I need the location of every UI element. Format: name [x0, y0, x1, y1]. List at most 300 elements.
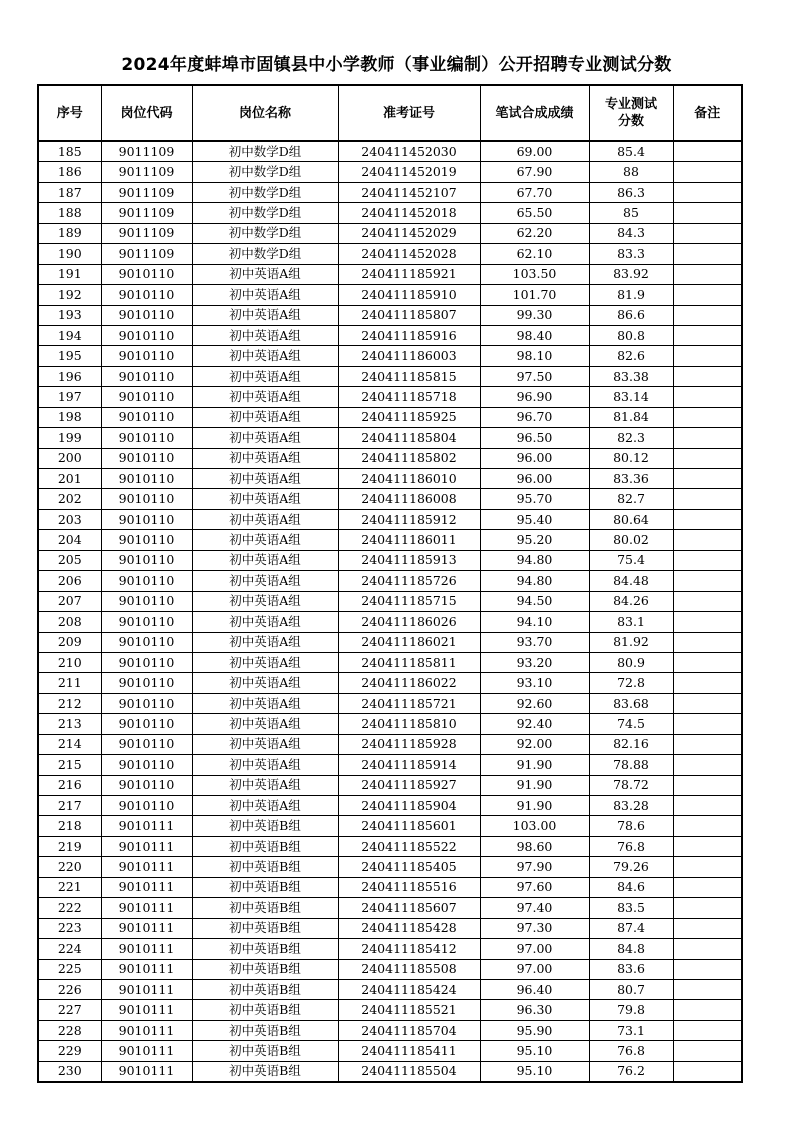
- cell-post-code: 9010110: [101, 775, 192, 795]
- cell-post-name: 初中数学D组: [192, 203, 338, 223]
- cell-exam-id: 240411186011: [338, 530, 480, 550]
- cell-written-score: 94.10: [480, 612, 589, 632]
- cell-index: 200: [38, 448, 101, 468]
- cell-post-code: 9010110: [101, 591, 192, 611]
- cell-index: 195: [38, 346, 101, 366]
- cell-written-score: 67.70: [480, 182, 589, 202]
- cell-post-name: 初中数学D组: [192, 244, 338, 264]
- cell-exam-id: 240411185802: [338, 448, 480, 468]
- cell-test-score: 82.16: [589, 734, 673, 754]
- cell-test-score: 83.28: [589, 796, 673, 816]
- cell-test-score: 79.26: [589, 857, 673, 877]
- table-row: [38, 285, 742, 305]
- cell-post-code: 9011109: [101, 244, 192, 264]
- cell-exam-id: 240411185405: [338, 857, 480, 877]
- cell-post-code: 9010111: [101, 1020, 192, 1040]
- table-row: [38, 673, 742, 693]
- cell-test-score: 80.7: [589, 979, 673, 999]
- cell-post-code: 9010111: [101, 898, 192, 918]
- table-row: [38, 305, 742, 325]
- cell-post-code: 9010110: [101, 550, 192, 570]
- cell-remarks: [673, 346, 742, 366]
- cell-exam-id: 240411185811: [338, 652, 480, 672]
- cell-post-name: 初中英语A组: [192, 305, 338, 325]
- cell-post-code: 9011109: [101, 203, 192, 223]
- cell-exam-id: 240411186010: [338, 469, 480, 489]
- cell-written-score: 95.10: [480, 1061, 589, 1082]
- cell-post-name: 初中英语A组: [192, 264, 338, 284]
- cell-exam-id: 240411185412: [338, 939, 480, 959]
- cell-post-code: 9010110: [101, 673, 192, 693]
- cell-index: 191: [38, 264, 101, 284]
- table-row: [38, 182, 742, 202]
- cell-index: 205: [38, 550, 101, 570]
- cell-remarks: [673, 591, 742, 611]
- table-row: [38, 836, 742, 856]
- cell-exam-id: 240411185927: [338, 775, 480, 795]
- cell-exam-id: 240411452030: [338, 141, 480, 162]
- cell-written-score: 92.00: [480, 734, 589, 754]
- cell-written-score: 62.10: [480, 244, 589, 264]
- cell-written-score: 97.40: [480, 898, 589, 918]
- cell-post-name: 初中英语A组: [192, 346, 338, 366]
- cell-index: 208: [38, 612, 101, 632]
- cell-written-score: 94.80: [480, 550, 589, 570]
- cell-written-score: 69.00: [480, 141, 589, 162]
- cell-test-score: 73.1: [589, 1020, 673, 1040]
- cell-remarks: [673, 877, 742, 897]
- cell-post-code: 9010110: [101, 612, 192, 632]
- cell-remarks: [673, 489, 742, 509]
- cell-written-score: 101.70: [480, 285, 589, 305]
- cell-index: 228: [38, 1020, 101, 1040]
- cell-remarks: [673, 285, 742, 305]
- cell-test-score: 80.8: [589, 325, 673, 345]
- cell-test-score: 88: [589, 162, 673, 182]
- cell-written-score: 103.50: [480, 264, 589, 284]
- table-row: [38, 264, 742, 284]
- cell-post-name: 初中英语B组: [192, 939, 338, 959]
- cell-post-name: 初中英语B组: [192, 877, 338, 897]
- cell-index: 225: [38, 959, 101, 979]
- cell-exam-id: 240411452018: [338, 203, 480, 223]
- cell-written-score: 96.00: [480, 448, 589, 468]
- cell-post-name: 初中英语B组: [192, 1020, 338, 1040]
- cell-post-name: 初中英语A组: [192, 366, 338, 386]
- cell-post-name: 初中英语B组: [192, 857, 338, 877]
- cell-remarks: [673, 1000, 742, 1020]
- cell-remarks: [673, 1061, 742, 1082]
- cell-exam-id: 240411185721: [338, 693, 480, 713]
- page-title: 2024年度蚌埠市固镇县中小学教师（事业编制）公开招聘专业测试分数: [121, 55, 672, 75]
- table-row: [38, 141, 742, 162]
- cell-test-score: 84.26: [589, 591, 673, 611]
- cell-remarks: [673, 530, 742, 550]
- cell-exam-id: 240411185810: [338, 714, 480, 734]
- cell-test-score: 84.6: [589, 877, 673, 897]
- table-row: [38, 734, 742, 754]
- cell-written-score: 98.60: [480, 836, 589, 856]
- cell-post-code: 9010110: [101, 264, 192, 284]
- table-row: [38, 775, 742, 795]
- cell-written-score: 96.40: [480, 979, 589, 999]
- cell-post-name: 初中英语A组: [192, 796, 338, 816]
- cell-test-score: 83.14: [589, 387, 673, 407]
- table-row: [38, 244, 742, 264]
- table-row: [38, 796, 742, 816]
- cell-post-name: 初中英语A组: [192, 755, 338, 775]
- cell-test-score: 83.1: [589, 612, 673, 632]
- cell-post-name: 初中数学D组: [192, 162, 338, 182]
- cell-post-name: 初中英语A组: [192, 469, 338, 489]
- cell-index: 188: [38, 203, 101, 223]
- cell-post-name: 初中英语B组: [192, 1041, 338, 1061]
- cell-remarks: [673, 550, 742, 570]
- cell-remarks: [673, 448, 742, 468]
- cell-post-code: 9010110: [101, 305, 192, 325]
- cell-index: 209: [38, 632, 101, 652]
- cell-index: 198: [38, 407, 101, 427]
- cell-index: 204: [38, 530, 101, 550]
- cell-test-score: 78.6: [589, 816, 673, 836]
- table-row: [38, 387, 742, 407]
- cell-exam-id: 240411186026: [338, 612, 480, 632]
- cell-test-score: 75.4: [589, 550, 673, 570]
- cell-index: 201: [38, 469, 101, 489]
- cell-post-name: 初中英语A组: [192, 673, 338, 693]
- cell-remarks: [673, 407, 742, 427]
- cell-index: 193: [38, 305, 101, 325]
- cell-test-score: 84.8: [589, 939, 673, 959]
- cell-index: 227: [38, 1000, 101, 1020]
- table-row: [38, 939, 742, 959]
- cell-post-name: 初中英语B组: [192, 898, 338, 918]
- cell-written-score: 97.60: [480, 877, 589, 897]
- cell-written-score: 97.90: [480, 857, 589, 877]
- cell-exam-id: 240411185428: [338, 918, 480, 938]
- cell-remarks: [673, 244, 742, 264]
- cell-written-score: 96.00: [480, 469, 589, 489]
- cell-remarks: [673, 305, 742, 325]
- cell-post-code: 9010110: [101, 652, 192, 672]
- table-row: [38, 550, 742, 570]
- cell-post-name: 初中英语A组: [192, 632, 338, 652]
- cell-written-score: 91.90: [480, 755, 589, 775]
- cell-index: 213: [38, 714, 101, 734]
- cell-post-name: 初中数学D组: [192, 182, 338, 202]
- table-row: [38, 816, 742, 836]
- cell-remarks: [673, 714, 742, 734]
- cell-remarks: [673, 1020, 742, 1040]
- cell-exam-id: 240411185921: [338, 264, 480, 284]
- cell-post-name: 初中英语A组: [192, 652, 338, 672]
- cell-index: 192: [38, 285, 101, 305]
- cell-post-name: 初中英语A组: [192, 734, 338, 754]
- table-row: [38, 571, 742, 591]
- cell-test-score: 84.3: [589, 223, 673, 243]
- table-row: [38, 959, 742, 979]
- cell-test-score: 86.6: [589, 305, 673, 325]
- cell-post-code: 9010110: [101, 407, 192, 427]
- cell-written-score: 96.70: [480, 407, 589, 427]
- cell-written-score: 95.40: [480, 509, 589, 529]
- cell-test-score: 79.8: [589, 1000, 673, 1020]
- cell-post-code: 9010111: [101, 857, 192, 877]
- table-row: [38, 1061, 742, 1082]
- cell-exam-id: 240411452028: [338, 244, 480, 264]
- cell-written-score: 92.60: [480, 693, 589, 713]
- cell-post-name: 初中英语B组: [192, 836, 338, 856]
- cell-exam-id: 240411452019: [338, 162, 480, 182]
- cell-post-code: 9010110: [101, 714, 192, 734]
- table-row: [38, 530, 742, 550]
- cell-post-code: 9010110: [101, 632, 192, 652]
- table-body: [38, 141, 742, 1082]
- cell-exam-id: 240411186022: [338, 673, 480, 693]
- cell-test-score: 87.4: [589, 918, 673, 938]
- cell-written-score: 96.90: [480, 387, 589, 407]
- header-remarks: 备注: [673, 85, 742, 141]
- cell-written-score: 99.30: [480, 305, 589, 325]
- cell-test-score: 80.12: [589, 448, 673, 468]
- cell-post-code: 9011109: [101, 162, 192, 182]
- table-row: [38, 509, 742, 529]
- cell-post-code: 9010111: [101, 1061, 192, 1082]
- cell-exam-id: 240411185726: [338, 571, 480, 591]
- cell-test-score: 84.48: [589, 571, 673, 591]
- cell-post-code: 9010111: [101, 877, 192, 897]
- cell-exam-id: 240411185718: [338, 387, 480, 407]
- cell-written-score: 103.00: [480, 816, 589, 836]
- cell-index: 230: [38, 1061, 101, 1082]
- cell-post-name: 初中英语A组: [192, 550, 338, 570]
- cell-written-score: 93.70: [480, 632, 589, 652]
- cell-post-name: 初中英语A组: [192, 714, 338, 734]
- table-row: [38, 203, 742, 223]
- cell-exam-id: 240411185910: [338, 285, 480, 305]
- cell-post-name: 初中英语B组: [192, 1061, 338, 1082]
- cell-post-name: 初中英语A组: [192, 407, 338, 427]
- cell-post-code: 9010110: [101, 571, 192, 591]
- cell-index: 229: [38, 1041, 101, 1061]
- cell-remarks: [673, 857, 742, 877]
- cell-post-name: 初中英语A组: [192, 509, 338, 529]
- cell-written-score: 98.10: [480, 346, 589, 366]
- cell-remarks: [673, 918, 742, 938]
- cell-post-code: 9010110: [101, 509, 192, 529]
- cell-written-score: 93.10: [480, 673, 589, 693]
- cell-test-score: 76.2: [589, 1061, 673, 1082]
- cell-exam-id: 240411185916: [338, 325, 480, 345]
- cell-index: 210: [38, 652, 101, 672]
- cell-test-score: 78.72: [589, 775, 673, 795]
- cell-post-name: 初中数学D组: [192, 141, 338, 162]
- cell-exam-id: 240411185424: [338, 979, 480, 999]
- cell-post-code: 9010111: [101, 939, 192, 959]
- cell-exam-id: 240411186008: [338, 489, 480, 509]
- cell-written-score: 95.70: [480, 489, 589, 509]
- cell-post-code: 9010110: [101, 489, 192, 509]
- cell-exam-id: 240411185925: [338, 407, 480, 427]
- cell-test-score: 78.88: [589, 755, 673, 775]
- table-row: [38, 1000, 742, 1020]
- cell-written-score: 96.50: [480, 428, 589, 448]
- cell-index: 218: [38, 816, 101, 836]
- cell-index: 189: [38, 223, 101, 243]
- table-row: [38, 366, 742, 386]
- table-row: [38, 1041, 742, 1061]
- cell-exam-id: 240411185914: [338, 755, 480, 775]
- cell-index: 194: [38, 325, 101, 345]
- cell-exam-id: 240411185912: [338, 509, 480, 529]
- cell-test-score: 76.8: [589, 1041, 673, 1061]
- cell-exam-id: 240411452107: [338, 182, 480, 202]
- cell-test-score: 80.9: [589, 652, 673, 672]
- table-row: [38, 877, 742, 897]
- cell-exam-id: 240411452029: [338, 223, 480, 243]
- table-row: [38, 979, 742, 999]
- cell-written-score: 94.50: [480, 591, 589, 611]
- cell-exam-id: 240411185807: [338, 305, 480, 325]
- scores-table: [37, 84, 743, 1083]
- cell-post-code: 9010111: [101, 1041, 192, 1061]
- cell-post-name: 初中英语A组: [192, 448, 338, 468]
- cell-written-score: 97.00: [480, 959, 589, 979]
- table-row: [38, 346, 742, 366]
- header-post-name: 岗位名称: [192, 85, 338, 141]
- cell-test-score: 83.36: [589, 469, 673, 489]
- cell-test-score: 81.9: [589, 285, 673, 305]
- cell-remarks: [673, 734, 742, 754]
- cell-index: 219: [38, 836, 101, 856]
- table-row: [38, 918, 742, 938]
- cell-remarks: [673, 755, 742, 775]
- cell-remarks: [673, 366, 742, 386]
- cell-exam-id: 240411185715: [338, 591, 480, 611]
- cell-post-code: 9010110: [101, 366, 192, 386]
- cell-post-code: 9010111: [101, 918, 192, 938]
- cell-remarks: [673, 816, 742, 836]
- cell-index: 222: [38, 898, 101, 918]
- cell-index: 185: [38, 141, 101, 162]
- table-row: [38, 223, 742, 243]
- header-test-score-label: 专业测试分数: [604, 97, 657, 129]
- cell-exam-id: 240411185704: [338, 1020, 480, 1040]
- cell-test-score: 83.3: [589, 244, 673, 264]
- cell-written-score: 93.20: [480, 652, 589, 672]
- cell-remarks: [673, 509, 742, 529]
- header-test-score: [589, 85, 673, 141]
- table-row: [38, 407, 742, 427]
- cell-test-score: 80.64: [589, 509, 673, 529]
- cell-exam-id: 240411185516: [338, 877, 480, 897]
- cell-index: 215: [38, 755, 101, 775]
- cell-exam-id: 240411185411: [338, 1041, 480, 1061]
- table-header: [38, 85, 742, 141]
- cell-post-code: 9010111: [101, 959, 192, 979]
- cell-test-score: 86.3: [589, 182, 673, 202]
- cell-remarks: [673, 612, 742, 632]
- cell-remarks: [673, 693, 742, 713]
- cell-remarks: [673, 1041, 742, 1061]
- cell-written-score: 65.50: [480, 203, 589, 223]
- cell-test-score: 82.3: [589, 428, 673, 448]
- cell-written-score: 95.90: [480, 1020, 589, 1040]
- cell-written-score: 97.00: [480, 939, 589, 959]
- cell-index: 196: [38, 366, 101, 386]
- cell-post-code: 9010110: [101, 755, 192, 775]
- cell-remarks: [673, 182, 742, 202]
- cell-post-name: 初中英语A组: [192, 591, 338, 611]
- cell-test-score: 83.6: [589, 959, 673, 979]
- cell-index: 211: [38, 673, 101, 693]
- cell-test-score: 76.8: [589, 836, 673, 856]
- cell-index: 221: [38, 877, 101, 897]
- cell-test-score: 74.5: [589, 714, 673, 734]
- table-row: [38, 162, 742, 182]
- table-row: [38, 325, 742, 345]
- cell-test-score: 81.92: [589, 632, 673, 652]
- cell-remarks: [673, 387, 742, 407]
- cell-index: 203: [38, 509, 101, 529]
- cell-remarks: [673, 796, 742, 816]
- cell-post-name: 初中英语A组: [192, 285, 338, 305]
- header-index: 序号: [38, 85, 101, 141]
- table-row: [38, 693, 742, 713]
- cell-test-score: 83.68: [589, 693, 673, 713]
- cell-index: 199: [38, 428, 101, 448]
- header-written-score: 笔试合成成绩: [480, 85, 589, 141]
- cell-test-score: 83.38: [589, 366, 673, 386]
- cell-index: 206: [38, 571, 101, 591]
- cell-post-code: 9011109: [101, 141, 192, 162]
- header-exam-id: 准考证号: [338, 85, 480, 141]
- cell-index: 217: [38, 796, 101, 816]
- cell-post-name: 初中英语B组: [192, 816, 338, 836]
- cell-written-score: 95.20: [480, 530, 589, 550]
- cell-exam-id: 240411186003: [338, 346, 480, 366]
- cell-test-score: 81.84: [589, 407, 673, 427]
- cell-written-score: 97.50: [480, 366, 589, 386]
- cell-remarks: [673, 979, 742, 999]
- cell-exam-id: 240411185815: [338, 366, 480, 386]
- cell-test-score: 83.5: [589, 898, 673, 918]
- cell-test-score: 72.8: [589, 673, 673, 693]
- cell-written-score: 95.10: [480, 1041, 589, 1061]
- cell-post-code: 9010110: [101, 387, 192, 407]
- cell-index: 214: [38, 734, 101, 754]
- cell-exam-id: 240411186021: [338, 632, 480, 652]
- table-row: [38, 652, 742, 672]
- cell-exam-id: 240411185504: [338, 1061, 480, 1082]
- cell-remarks: [673, 223, 742, 243]
- cell-test-score: 82.7: [589, 489, 673, 509]
- cell-index: 190: [38, 244, 101, 264]
- cell-test-score: 82.6: [589, 346, 673, 366]
- cell-post-code: 9010111: [101, 1000, 192, 1020]
- cell-post-name: 初中英语A组: [192, 489, 338, 509]
- cell-post-code: 9010110: [101, 796, 192, 816]
- cell-exam-id: 240411185508: [338, 959, 480, 979]
- cell-post-code: 9011109: [101, 182, 192, 202]
- cell-post-name: 初中英语A组: [192, 530, 338, 550]
- cell-written-score: 67.90: [480, 162, 589, 182]
- cell-post-name: 初中英语A组: [192, 387, 338, 407]
- cell-post-code: 9010110: [101, 530, 192, 550]
- cell-index: 223: [38, 918, 101, 938]
- table-row: [38, 612, 742, 632]
- cell-post-code: 9010110: [101, 428, 192, 448]
